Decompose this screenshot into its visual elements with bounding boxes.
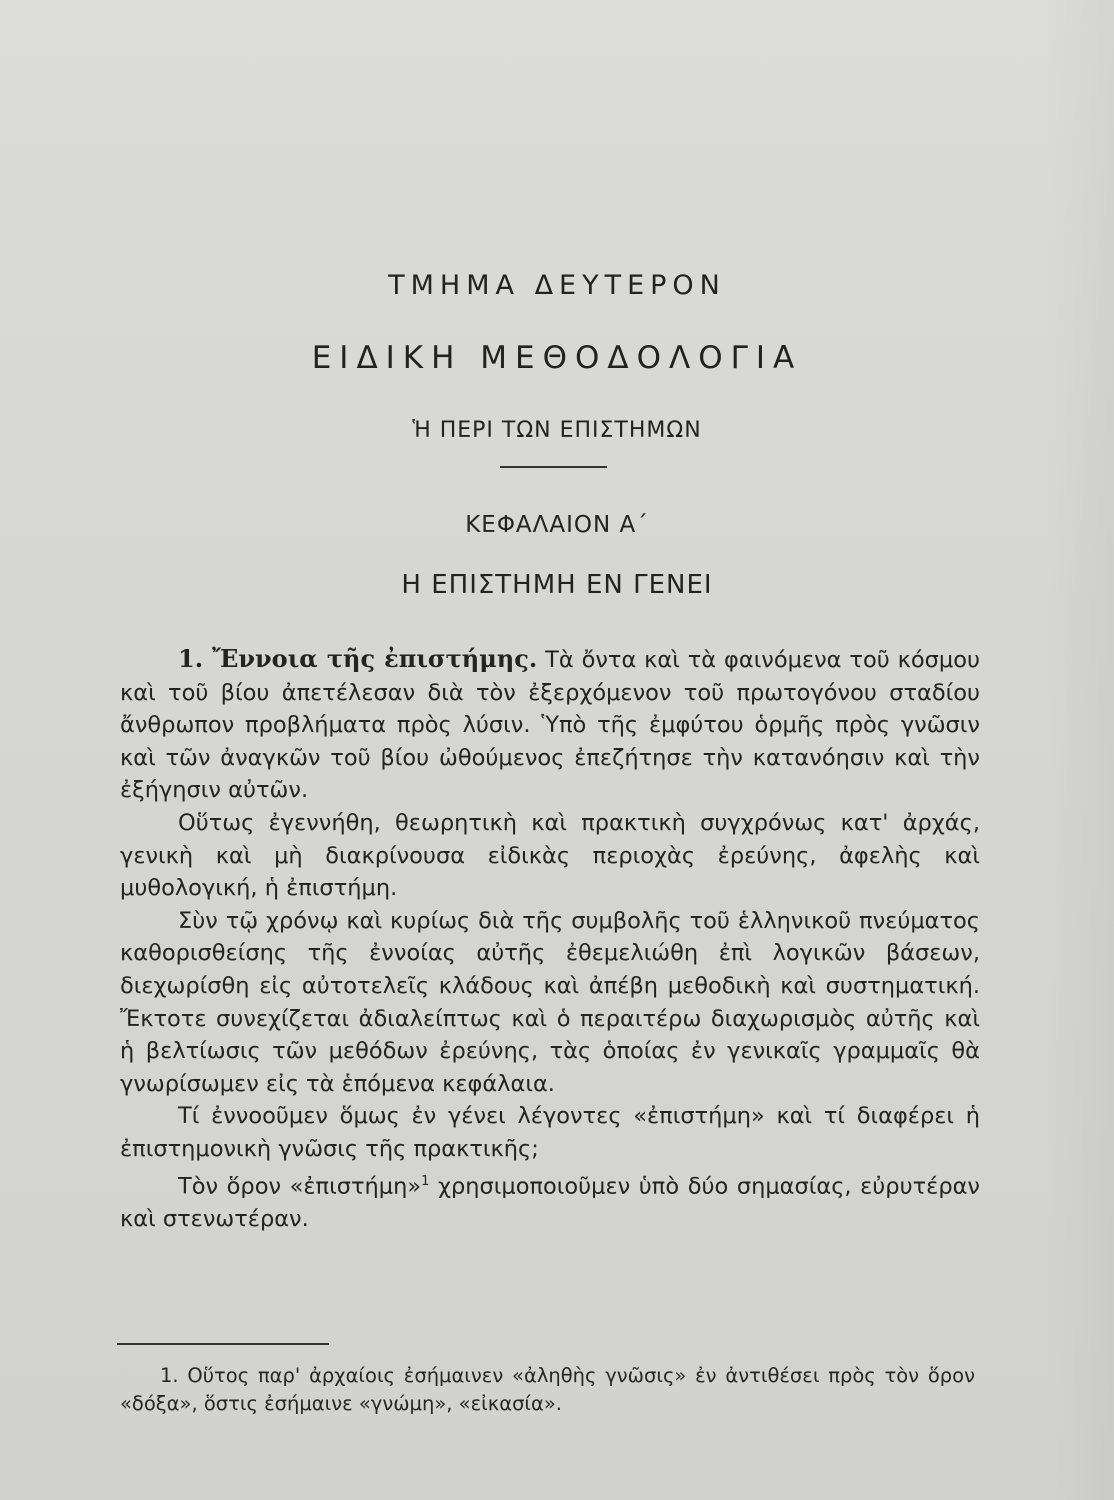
paragraph-4: Τί ἐννοοῦμεν ὅμως ἐν γένει λέγοντες «ἐπιστήμη» καὶ τί διαφέρει ἡ ἐπιστημονικὴ γνῶσις τῆς πρακτικῆς; — [120, 1103, 980, 1162]
chapter-title: Η ΕΠΙΣΤΗΜΗ ΕΝ ΓΕΝΕΙ — [401, 570, 713, 600]
title-divider — [500, 466, 607, 468]
footnote-divider — [117, 1343, 329, 1345]
section-heading: ΤΜΗΜΑ ΔΕΥΤΕΡΟΝ — [388, 270, 726, 301]
footnote-text: 1. Οὕτος παρ' ἀρχαίοις ἐσήμαινεν «ἀληθὴς γνῶσις» ἐν ἀντιθέσει πρὸς τὸν ὅρον «δόξα», ὅστις ἐσήμαινε «γνώμη», «εἰκασία». — [120, 1364, 975, 1415]
page-shadow — [1044, 0, 1114, 1500]
footnote — [120, 1362, 975, 1418]
chapter-heading: ΚΕΦΑΛΑΙΟΝ Α΄ — [465, 512, 649, 538]
paragraph-3: Σὺν τῷ χρόνῳ καὶ κυρίως διὰ τῆς συμβολῆς τοῦ ἑλληνικοῦ πνεύματος καθορισθείσης τῆς ἐννοίας αὐτῆς ἐθεμελιώθη ἐπὶ λογικῶν βάσεων, διεχωρίσθη εἰς αὐτοτελεῖς κλάδους καὶ ἀπέβη μεθοδικὴ καὶ συστηματική. Ἔκτοτε συνεχίζεται ἀδιαλείπτως καὶ ὁ περαιτέρω διαχωρισμὸς αὐτῆς καὶ ἡ βελτίωσις τῶν μεθόδων ἐρεύνης, τὰς ὁποίας ἐν γενικαῖς γραμμαῖς θὰ γνωρίσωμεν εἰς τὰ ἑπόμενα κεφάλαια. — [120, 907, 980, 1097]
paragraph-5 — [120, 1166, 980, 1236]
paragraph-1-text: Τὰ ὄντα καὶ τὰ φαινόμενα τοῦ κόσμου καὶ τοῦ βίου ἀπετέλεσαν διὰ τὸν ἐξερχόμενον τοῦ πρωτογόνου σταδίου ἄνθρωπον προβλήματα πρὸς λύσιν. Ὑπὸ τῆς ἐμφύτου ὁρμῆς πρὸς γνῶσιν καὶ τῶν ἀναγκῶν τοῦ βίου ὠθούμενος ἐπεζήτησε τὴν κατανόησιν καὶ τὴν ἐξήγησιν αὐτῶν. — [120, 647, 981, 804]
part-title: ΕΙΔΙΚΗ ΜΕΘΟΔΟΛΟΓΙΑ — [311, 340, 803, 376]
paragraph-1 — [120, 643, 980, 807]
paragraph-2: Οὕτως ἐγεννήθη, θεωρητικὴ καὶ πρακτικὴ συγχρόνως κατ' ἀρχάς, γενικὴ καὶ μὴ διακρίνουσα εἰδικὰς περιοχὰς ἐρεύνης, ἀφελὴς καὶ μυθολογική, ἡ ἐπιστήμη. — [120, 809, 980, 902]
paragraph-5-start: Τὸν ὅρον «ἐπιστήμη» — [178, 1173, 422, 1199]
part-subtitle: Ἡ ΠΕΡΙ ΤΩΝ ΕΠΙΣΤΗΜΩΝ — [412, 418, 702, 443]
paragraph-5-end: χρησιμοποιοῦμεν ὑπὸ δύο σημασίας, εὐρυτέραν καὶ στενωτέραν. — [120, 1173, 980, 1232]
footnote-marker: 1 — [421, 1173, 430, 1189]
body-text — [120, 643, 980, 1235]
paragraph-1-lead: 1. Ἔννοια τῆς ἐπιστήμης. — [178, 644, 538, 673]
